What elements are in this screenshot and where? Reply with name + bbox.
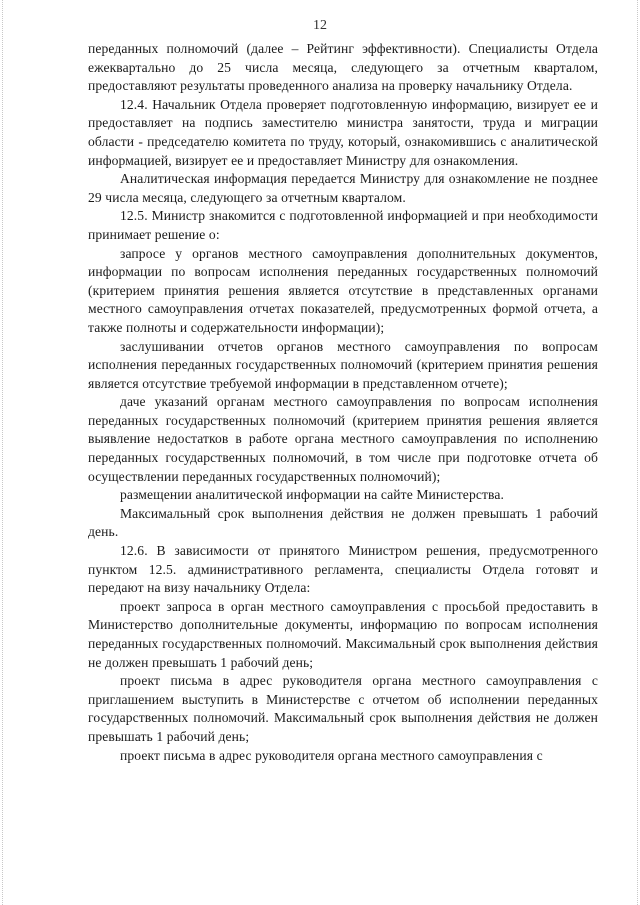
paragraph: даче указаний органам местного самоуправления по вопросам исполнения переданных государственных полномочий (критерием принятия решения является выявление недостатков в работе органа местного самоуправления по исполнению переданных государственных полномочий, в том числе при подготовке отчета об осуществлении переданных государственных полномочий); [88, 394, 598, 484]
paragraph: проект письма в адрес руководителя органа местного самоуправления с [120, 747, 543, 763]
paragraph: 12.4. Начальник Отдела проверяет подготовленную информацию, визирует ее и предоставляет на подпись заместителю министра занятости, труда и миграции области - председателю комитета по труду, который, ознакомившись с аналитической информацией, визирует ее и предоставляет Министру для ознакомления. [88, 96, 598, 168]
paragraph: проект запроса в орган местного самоуправления с просьбой предоставить в Министерство дополнительные документы, информацию по вопросам исполнения переданных государственных полномочий. Максимальный срок выполнения действия не должен превышать 1 рабочий день; [88, 598, 598, 670]
paragraph: размещении аналитической информации на сайте Министерства. [120, 487, 504, 503]
paragraph: проект письма в адрес руководителя органа местного самоуправления с приглашением выступить в Министерстве с отчетом об исполнении переданных государственных полномочий. Максимальный срок выполнения действия не должен превышать 1 рабочий день; [88, 673, 598, 744]
scan-right-edge [637, 0, 639, 905]
page-number: 12 [313, 18, 327, 33]
paragraph: Максимальный срок выполнения действия не должен превышать 1 рабочий день. [88, 505, 598, 540]
paragraph: 12.6. В зависимости от принятого Министром решения, предусмотренного пунктом 12.5. административного регламента, специалисты Отдела готовят и передают на визу начальнику Отдела: [88, 543, 598, 596]
paragraph: заслушивании отчетов органов местного самоуправления по вопросам исполнения переданных государственных полномочий (критерием принятия решения является отсутствие требуемой информации в представленном отчете); [88, 338, 598, 391]
paragraph: 12.5. Министр знакомится с подготовленной информацией и при необходимости принимает решение о: [88, 208, 598, 242]
paragraph: переданных полномочий (далее – Рейтинг эффективности). Специалисты Отдела ежеквартально до 25 числа месяца, следующего за отчетным кварталом, предоставляют результаты проведенного анализа на проверку начальнику Отдела. [88, 41, 598, 94]
paragraph: Аналитическая информация передается Министру для ознакомление не позднее 29 числа месяца, следующего за отчетным кварталом. [88, 171, 598, 205]
paragraph: запросе у органов местного самоуправления дополнительных документов, информации по вопросам исполнения переданных государственных полномочий (критерием принятия решения является отсутствие в представленных органами местного самоуправления отчетах показателей, предусмотренных формой отчета, а также полноты и содержательности информации); [88, 245, 598, 335]
document-body [88, 40, 598, 765]
scan-left-edge [2, 0, 4, 905]
